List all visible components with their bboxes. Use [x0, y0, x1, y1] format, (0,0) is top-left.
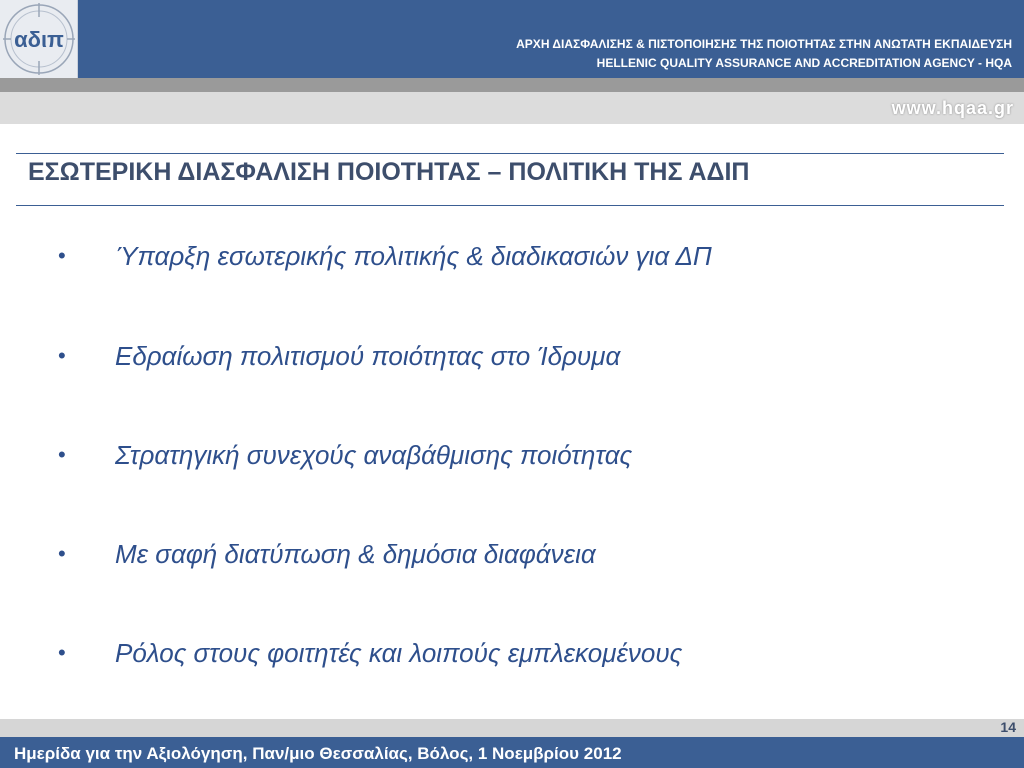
agency-name-english: HELLENIC QUALITY ASSURANCE AND ACCREDITATION AGENCY - HQA: [596, 56, 1012, 70]
list-item: [0, 341, 1024, 381]
bullet-text: Εδραίωση πολιτισμού ποιότητας στο Ίδρυμα: [115, 341, 621, 371]
bullet-marker: •: [58, 343, 66, 368]
logo-text: αδιπ: [14, 27, 64, 52]
bullet-marker: •: [58, 442, 66, 467]
footer-gray-band: [0, 719, 1024, 737]
bullet-text: Με σαφή διατύπωση & δημόσια διαφάνεια: [115, 539, 596, 569]
list-item: [0, 440, 1024, 480]
bullet-marker: •: [58, 541, 66, 566]
bullet-text: Ρόλος στους φοιτητές και λοιπούς εμπλεκομένους: [115, 638, 683, 668]
list-item: [0, 638, 1024, 678]
bullet-marker: •: [58, 243, 66, 268]
footer-event-text: Ημερίδα για την Αξιολόγηση, Παν/μιο Θεσσαλίας, Βόλος, 1 Νοεμβρίου 2012: [14, 744, 622, 763]
page-number: 14: [1000, 719, 1016, 735]
slide-title: ΕΣΩΤΕΡΙΚΗ ΔΙΑΣΦΑΛΙΣΗ ΠΟΙΟΤΗΤΑΣ – ΠΟΛΙΤΙΚΗ ΤΗΣ ΑΔΙΠ: [28, 158, 750, 186]
list-item: [0, 241, 1024, 281]
website-url[interactable]: www.hqaa.gr: [891, 98, 1014, 118]
bullet-text: Ύπαρξη εσωτερικής πολιτικής & διαδικασιών για ΔΠ: [115, 241, 712, 271]
bullet-marker: •: [58, 640, 66, 665]
bullet-text: Στρατηγική συνεχούς αναβάθμισης ποιότητας: [115, 440, 633, 470]
list-item: [0, 539, 1024, 579]
agency-name-greek: ΑΡΧΗ ΔΙΑΣΦΑΛΙΣΗΣ & ΠΙΣΤΟΠΟΙΗΣΗΣ ΤΗΣ ΠΟΙΟΤΗΤΑΣ ΣΤΗΝ ΑΝΩΤΑΤΗ ΕΚΠΑΙΔΕΥΣΗ: [516, 37, 1012, 51]
